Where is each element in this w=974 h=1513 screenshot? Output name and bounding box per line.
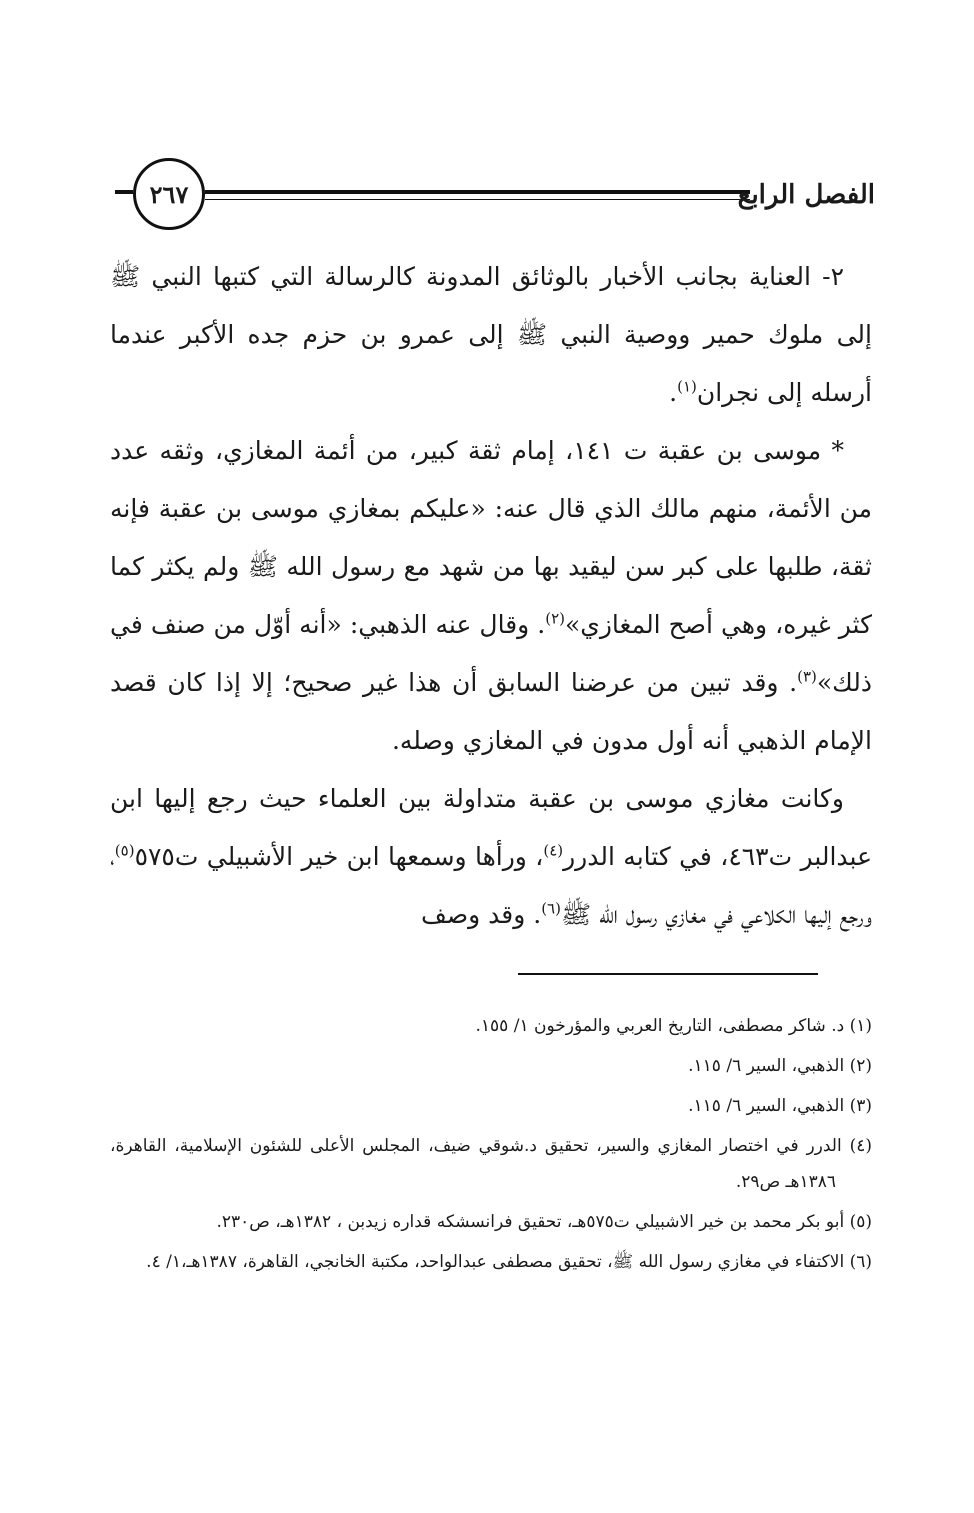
text-run: ٢- العناية بجانب الأخبار بالوثائق المدونة كالرسالة التي كتبها النبي ﷺ إلى ملوك حمير ووصية النبي ﷺ إلى عمرو بن حزم جده الأكبر عندما أرسله إلى نجران [110, 262, 872, 407]
footnote-ref: (٥) [114, 841, 135, 860]
footnote: (١) د. شاكر مصطفى، التاريخ العربي والمؤرخون ١/ ١٥٥. [475, 1016, 872, 1036]
footnote-ref: (٦) [541, 899, 561, 918]
footnote-ref: (٤) [543, 841, 564, 860]
text-run: . وقد وصف [421, 900, 542, 929]
header-rule-thin [205, 199, 750, 200]
page-header [115, 150, 875, 230]
text-run: ، ورجع إليها الكلاعي في مغازي رسول الله ﷺ [110, 842, 872, 929]
text-run: . [669, 378, 678, 407]
header-rule-left [115, 190, 133, 194]
paragraph [110, 248, 872, 422]
footnote: (٣) الذهبي، السير ٦/ ١١٥. [688, 1096, 872, 1116]
footnote: (٦) الاكتفاء في مغازي رسول الله ﷺ، تحقيق مصطفى عبدالواحد، مكتبة الخانجي، القاهرة، ١٣٨٧هـ،١/ ٤. [146, 1252, 872, 1272]
footnote-ref: (١) [677, 377, 697, 396]
header-rule [205, 190, 750, 194]
text-run: . وقال عنه الذهبي: «أنه أوّل من صنف في ذلك» [110, 610, 872, 697]
footnote: (٤) الدرر في اختصار المغازي والسير، تحقيق د.شوقي ضيف، المجلس الأعلى للشئون الإسلامية، القاهرة، ١٣٨٦هـ ص٢٩. [110, 1136, 872, 1192]
paragraph [110, 770, 872, 944]
page-number: ٢٦٧ [133, 158, 205, 230]
footnote-separator [518, 973, 818, 975]
footnote: (٢) الذهبي، السير ٦/ ١١٥. [688, 1056, 872, 1076]
footnotes [110, 1008, 872, 1284]
footnote-ref: (٢) [545, 609, 565, 628]
paragraph [110, 422, 872, 770]
chapter-title: الفصل الرابع [737, 180, 875, 210]
text-run: * موسى بن عقبة ت ١٤١، إمام ثقة كبير، من أئمة المغازي، وثقه عدد من الأئمة، منهم مالك الذي قال عنه: «عليكم بمغازي موسى بن عقبة فإنه ثقة، طلبها على كبر سن ليقيد بها من شهد مع رسول الله ﷺ ولم يكثر كما كثر غيره، وهي أصح المغازي» [110, 436, 872, 639]
text-run: ، ورأها وسمعها ابن خير الأشبيلي ت٥٧٥ [134, 842, 544, 871]
main-text [110, 248, 872, 944]
text-run: . وقد تبين من عرضنا السابق أن هذا غير صحيح؛ إلا إذا كان قصد الإمام الذهبي أنه أول مدون في المغازي وصله. [110, 668, 872, 755]
text-run: وكانت مغازي موسى بن عقبة متداولة بين العلماء حيث رجع إليها ابن عبدالبر ت٤٦٣، في كتابه الدرر [110, 784, 873, 871]
footnote: (٥) أبو بكر محمد بن خير الاشبيلي ت٥٧٥هـ، تحقيق فرانسشكه قداره زيدبن ، ١٣٨٢هـ، ص٢٣٠. [216, 1212, 872, 1232]
footnote-ref: (٣) [797, 667, 817, 686]
